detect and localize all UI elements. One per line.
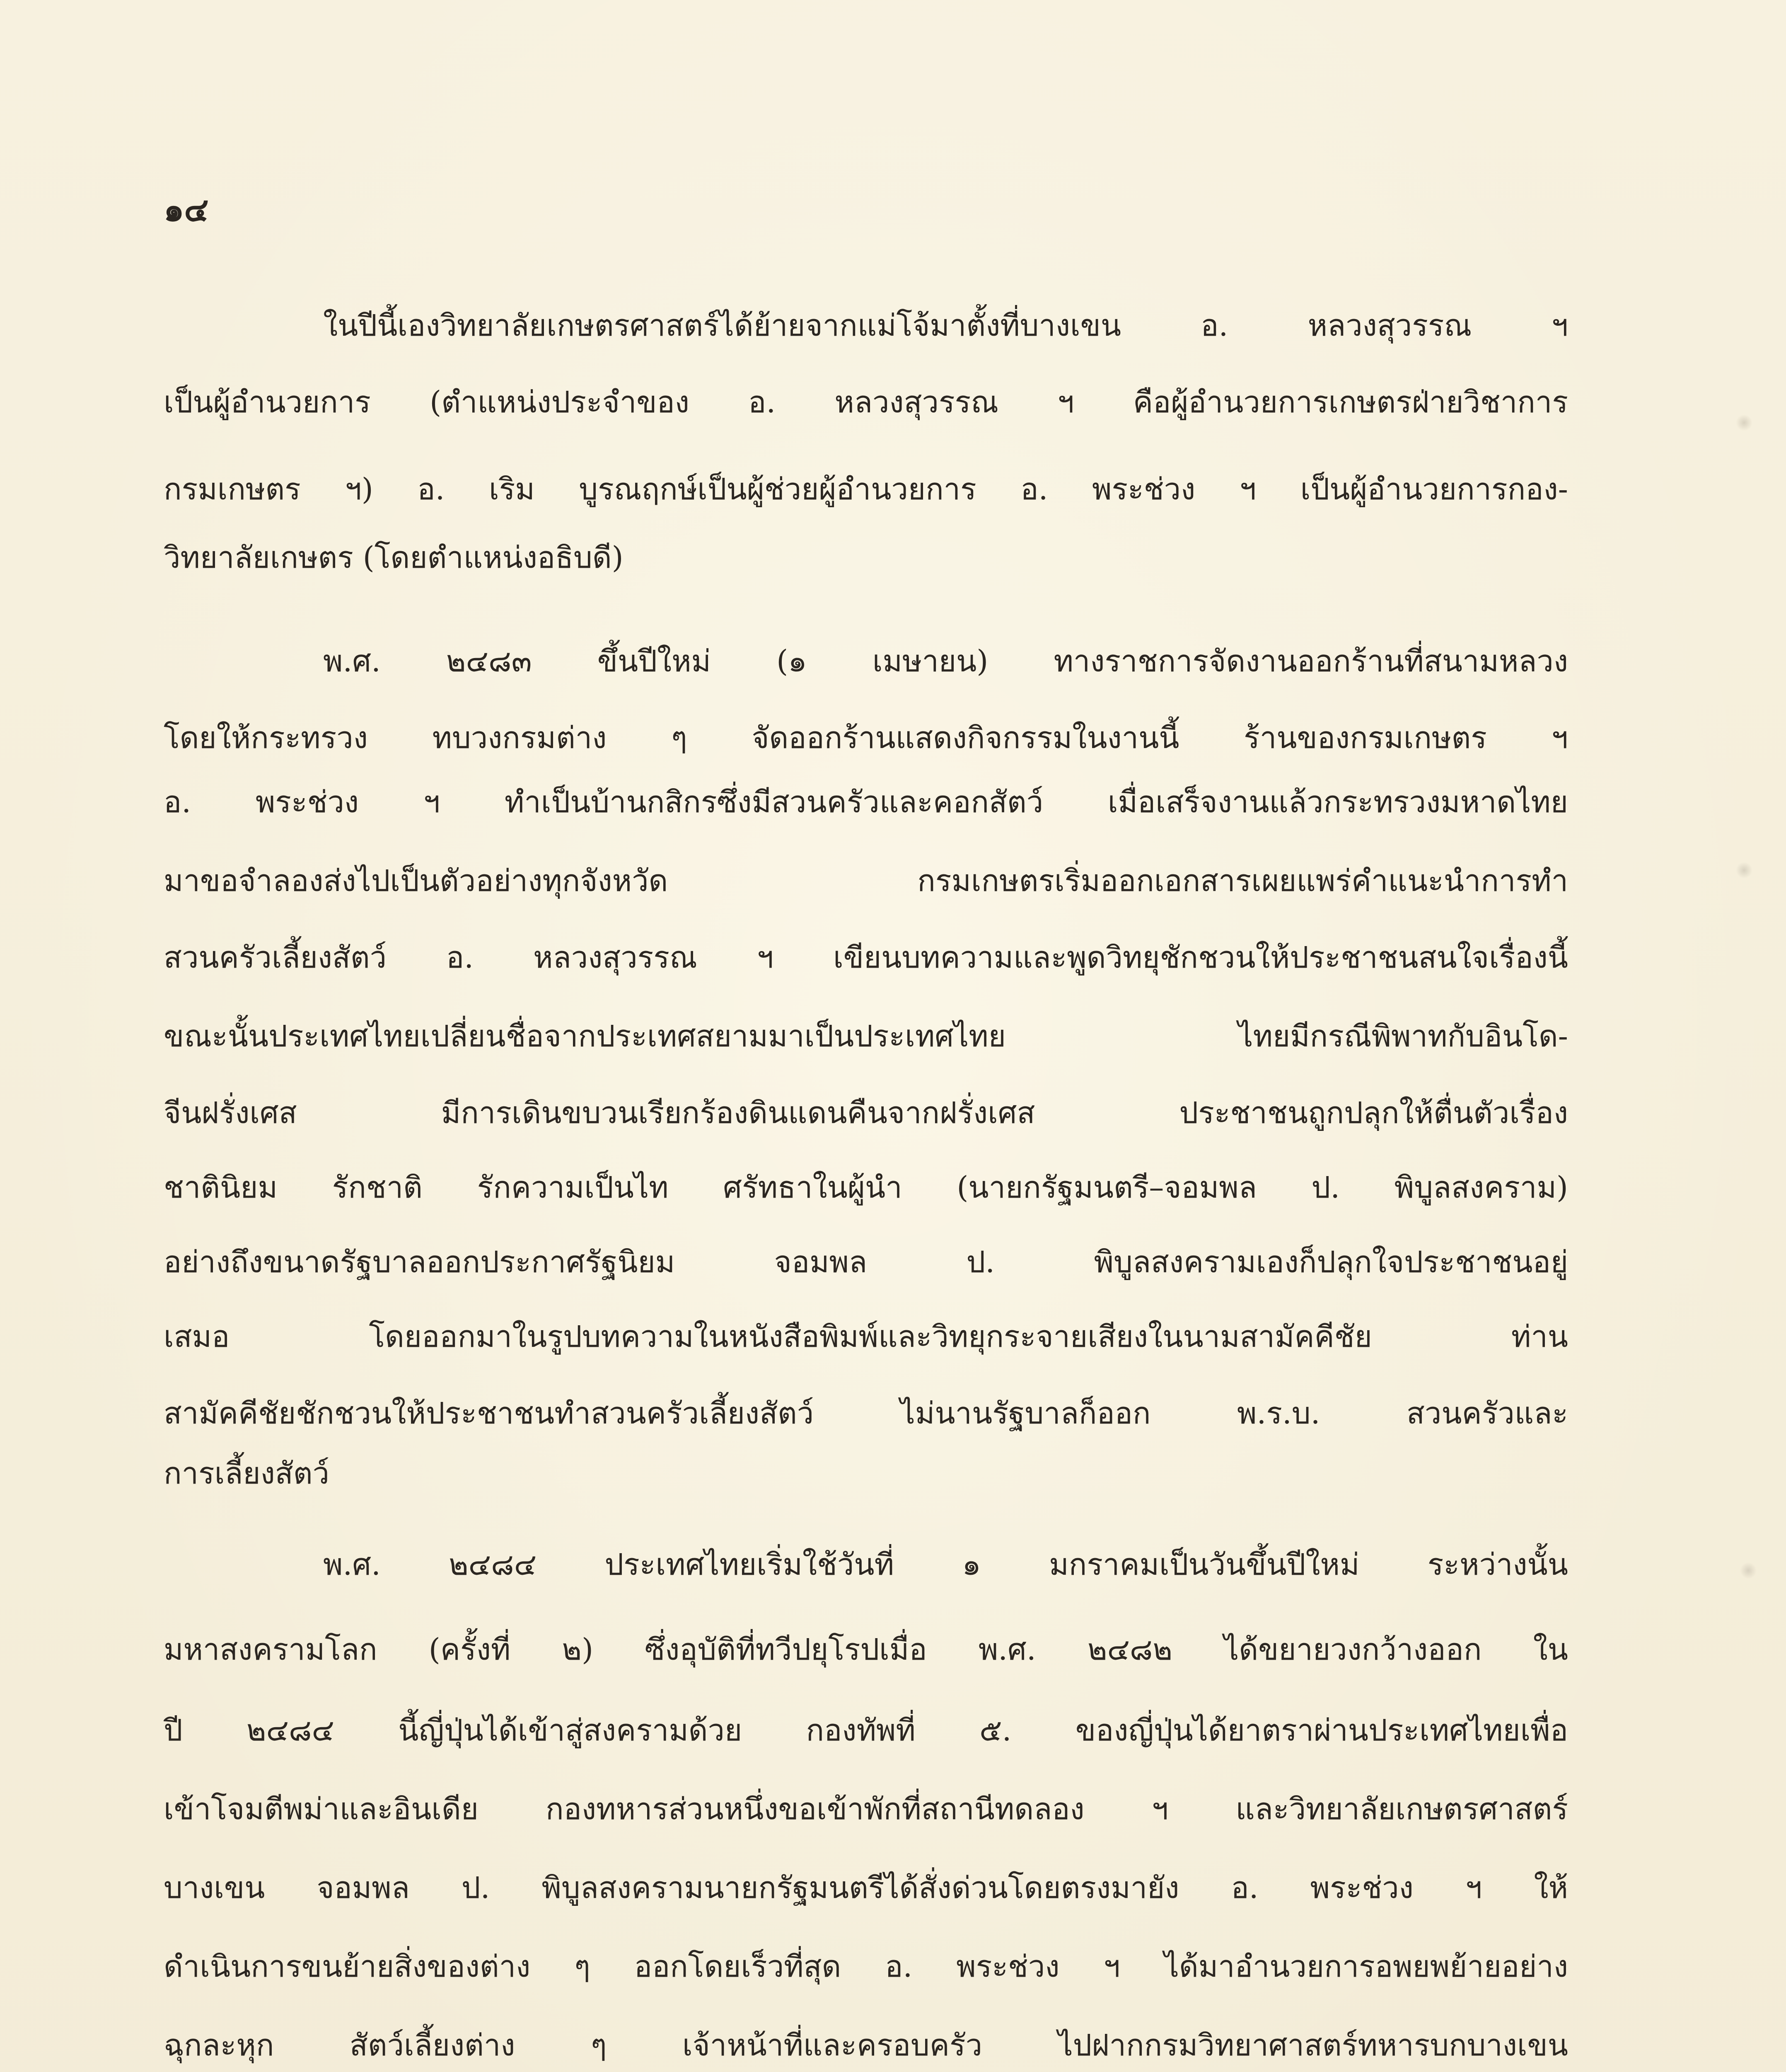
text-line: บางเขน จอมพล ป. พิบูลสงครามนายกรัฐมนตรีได้สั่งด่วนโดยตรงมายัง อ. พระช่วง ฯ ให้	[164, 1870, 1568, 1905]
text-line: อ. พระช่วง ฯ ทำเป็นบ้านกสิกรซึ่งมีสวนครัวและคอกสัตว์ เมื่อเสร็จงานแล้วกระทรวงมหาดไทย	[164, 784, 1568, 819]
text-line: พ.ศ. ๒๔๘๓ ขึ้นปีใหม่ (๑ เมษายน) ทางราชการจัดงานออกร้านที่สนามหลวง	[323, 644, 1568, 678]
text-line: สวนครัวเลี้ยงสัตว์ อ. หลวงสุวรรณ ฯ เขียนบทความและพูดวิทยุชักชวนให้ประชาชนสนใจเรื่องนี้	[164, 940, 1568, 975]
text-line: สามัคคีชัยชักชวนให้ประชาชนทำสวนครัวเลี้ยงสัตว์ ไม่นานรัฐบาลก็ออก พ.ร.บ. สวนครัวและ	[164, 1396, 1568, 1431]
text-line: ดำเนินการขนย้ายสิ่งของต่าง ๆ ออกโดยเร็วที่สุด อ. พระช่วง ฯ ได้มาอำนวยการอพยพย้ายอย่าง	[164, 1949, 1568, 1984]
text-line: ฉุกละหุก สัตว์เลี้ยงต่าง ๆ เจ้าหน้าที่และครอบครัว ไปฝากกรมวิทยาศาสตร์ทหารบกบางเขน	[164, 2028, 1568, 2062]
paper-punch-mark	[1736, 414, 1752, 431]
text-line: การเลี้ยงสัตว์	[164, 1456, 329, 1491]
text-line: ขณะนั้นประเทศไทยเปลี่ยนชื่อจากประเทศสยามมาเป็นประเทศไทย ไทยมีกรณีพิพาทกับอินโด-	[164, 1019, 1568, 1053]
text-line: มหาสงครามโลก (ครั้งที่ ๒) ซึ่งอุบัติที่ทวีปยุโรปเมื่อ พ.ศ. ๒๔๘๒ ได้ขยายวงกว้างออก ใน	[164, 1632, 1568, 1667]
text-line: ในปีนี้เองวิทยาลัยเกษตรศาสตร์ได้ย้ายจากแม่โจ้มาตั้งที่บางเขน อ. หลวงสุวรรณ ฯ	[323, 308, 1568, 343]
text-line: เข้าโจมตีพม่าและอินเดีย กองทหารส่วนหนึ่งขอเข้าพักที่สถานีทดลอง ฯ และวิทยาลัยเกษตรศาสตร์	[164, 1791, 1568, 1826]
page-number: ๑๔	[164, 191, 209, 229]
text-line: พ.ศ. ๒๔๘๔ ประเทศไทยเริ่มใช้วันที่ ๑ มกราคมเป็นวันขึ้นปีใหม่ ระหว่างนั้น	[323, 1547, 1568, 1582]
text-line: โดยให้กระทรวง ทบวงกรมต่าง ๆ จัดออกร้านแสดงกิจกรรมในงานนี้ ร้านของกรมเกษตร ฯ	[164, 720, 1568, 755]
text-line: จีนฝรั่งเศส มีการเดินขบวนเรียกร้องดินแดนคืนจากฝรั่งเศส ประชาชนถูกปลุกให้ตื่นตัวเรื่อง	[164, 1095, 1568, 1130]
text-line: เสมอ โดยออกมาในรูปบทความในหนังสือพิมพ์และวิทยุกระจายเสียงในนามสามัคคีชัย ท่าน	[164, 1319, 1568, 1354]
text-line: กรมเกษตร ฯ) อ. เริม บูรณฤกษ์เป็นผู้ช่วยผู้อำนวยการ อ. พระช่วง ฯ เป็นผู้อำนวยการกอง-	[164, 472, 1568, 506]
text-line: ปี ๒๔๘๔ นี้ญี่ปุ่นได้เข้าสู่สงครามด้วย กองทัพที่ ๕. ของญี่ปุ่นได้ยาตราผ่านประเทศไทยเพื่อ	[164, 1713, 1568, 1748]
text-line: เป็นผู้อำนวยการ (ตำแหน่งประจำของ อ. หลวงสุวรรณ ฯ คือผู้อำนวยการเกษตรฝ่ายวิชาการ	[164, 385, 1568, 419]
text-line: วิทยาลัยเกษตร (โดยตำแหน่งอธิบดี)	[164, 540, 624, 575]
text-line: มาขอจำลองส่งไปเป็นตัวอย่างทุกจังหวัด กรมเกษตรเริ่มออกเอกสารเผยแพร่คำแนะนำการทำ	[164, 863, 1568, 898]
text-line: ชาตินิยม รักชาติ รักความเป็นไท ศรัทธาในผู้นำ (นายกรัฐมนตรี–จอมพล ป. พิบูลสงคราม)	[164, 1170, 1568, 1205]
text-line: อย่างถึงขนาดรัฐบาลออกประกาศรัฐนิยม จอมพล ป. พิบูลสงครามเองก็ปลุกใจประชาชนอยู่	[164, 1244, 1568, 1279]
paper-punch-mark	[1736, 862, 1752, 879]
paper-punch-mark	[1740, 1562, 1757, 1579]
